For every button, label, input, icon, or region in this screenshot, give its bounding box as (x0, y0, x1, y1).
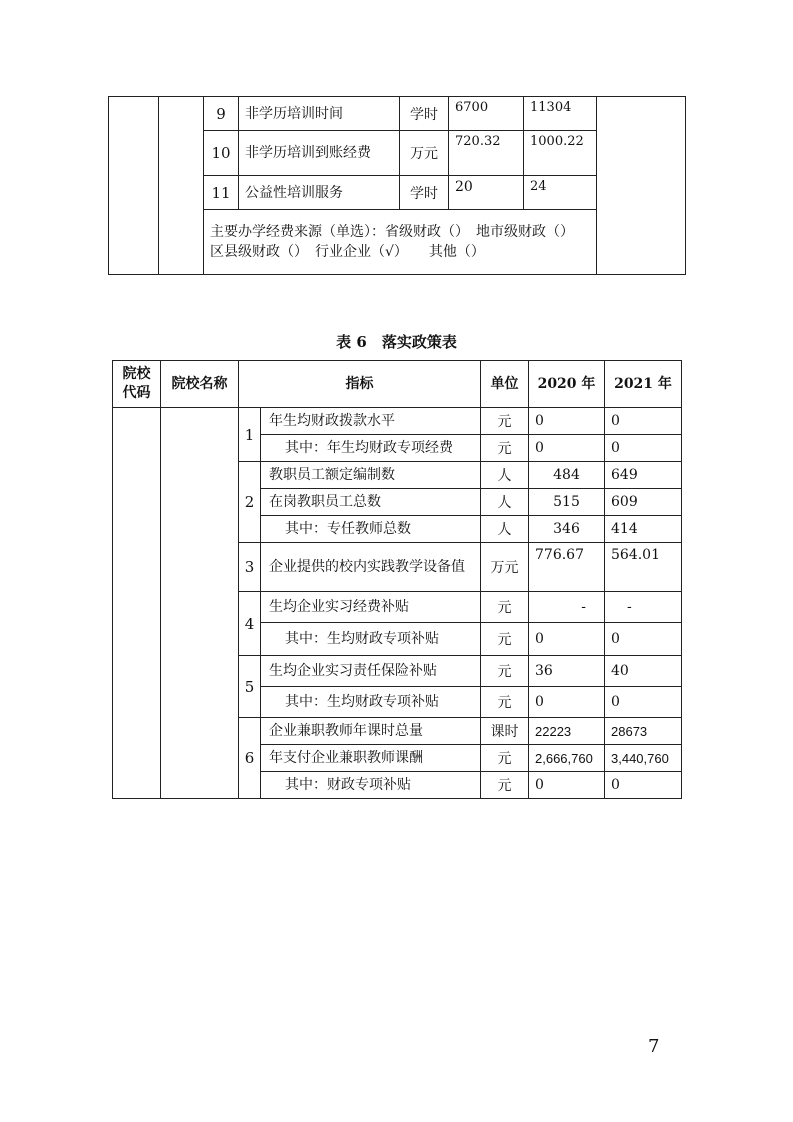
value-2021: 0 (605, 408, 682, 435)
value-2021: 11304 (524, 97, 597, 131)
unit-cell: 人 (481, 516, 529, 543)
value-2020: 20 (449, 176, 524, 210)
unit-cell: 万元 (400, 131, 449, 176)
school-name-cell (161, 408, 239, 799)
unit-cell: 元 (481, 772, 529, 799)
value-2021: 649 (605, 462, 682, 489)
header-indicator: 指标 (239, 361, 481, 408)
row-number: 10 (204, 131, 239, 176)
value-2021: 0 (605, 772, 682, 799)
header-row (113, 361, 682, 408)
group-number: 6 (239, 718, 261, 799)
indicator-cell: 非学历培训时间 (239, 97, 400, 131)
group-number: 4 (239, 592, 261, 656)
unit-cell: 元 (481, 435, 529, 462)
value-2020: 22223 (529, 718, 605, 745)
value-2020: 776.67 (529, 543, 605, 592)
indicator-cell: 其中：生均财政专项补贴 (261, 687, 481, 718)
value-2020: 2,666,760 (529, 745, 605, 772)
group-number: 5 (239, 656, 261, 718)
header-unit: 单位 (481, 361, 529, 408)
row-number: 9 (204, 97, 239, 131)
indicator-cell: 其中：财政专项补贴 (261, 772, 481, 799)
value-2020: 720.32 (449, 131, 524, 176)
value-2020: 484 (529, 462, 605, 489)
unit-cell: 元 (481, 592, 529, 623)
value-2021: 564.01 (605, 543, 682, 592)
indicator-cell: 教职员工额定编制数 (261, 462, 481, 489)
group-number: 1 (239, 408, 261, 462)
value-2021: - (605, 592, 682, 623)
continued-table (108, 96, 686, 275)
table-caption: 表 6 落实政策表 (336, 333, 457, 351)
blank-cell (109, 97, 159, 275)
unit-cell: 元 (481, 408, 529, 435)
blank-cell (597, 97, 686, 275)
table-row (109, 97, 686, 131)
value-2021: 609 (605, 489, 682, 516)
indicator-cell: 在岗教职员工总数 (261, 489, 481, 516)
unit-cell: 万元 (481, 543, 529, 592)
value-2020: 515 (529, 489, 605, 516)
value-2021: 28673 (605, 718, 682, 745)
value-2021: 414 (605, 516, 682, 543)
value-2021: 24 (524, 176, 597, 210)
value-2020: 0 (529, 687, 605, 718)
value-2021: 1000.22 (524, 131, 597, 176)
unit-cell: 学时 (400, 97, 449, 131)
unit-cell: 元 (481, 623, 529, 656)
group-number: 2 (239, 462, 261, 543)
unit-cell: 学时 (400, 176, 449, 210)
group-number: 3 (239, 543, 261, 592)
indicator-cell: 非学历培训到账经费 (239, 131, 400, 176)
indicator-cell: 年支付企业兼职教师课酬 (261, 745, 481, 772)
value-2020: - (529, 592, 605, 623)
value-2021: 0 (605, 687, 682, 718)
page-number: 7 (648, 1036, 660, 1057)
header-school-name: 院校名称 (161, 361, 239, 408)
indicator-cell: 年生均财政拨款水平 (261, 408, 481, 435)
funding-source-note: 主要办学经费来源（单选）：省级财政（） 地市级财政（） 区县级财政（） 行业企业（√） 其他（） (204, 210, 597, 275)
unit-cell: 元 (481, 687, 529, 718)
value-2020: 0 (529, 623, 605, 656)
indicator-cell: 生均企业实习责任保险补贴 (261, 656, 481, 687)
indicator-cell: 企业兼职教师年课时总量 (261, 718, 481, 745)
unit-cell: 元 (481, 656, 529, 687)
unit-cell: 元 (481, 745, 529, 772)
value-2020: 0 (529, 408, 605, 435)
header-school-code: 院校代码 (113, 361, 161, 408)
value-2020: 36 (529, 656, 605, 687)
policy-implementation-table (112, 360, 682, 799)
unit-cell: 人 (481, 462, 529, 489)
value-2020: 6700 (449, 97, 524, 131)
value-2021: 0 (605, 623, 682, 656)
header-2021: 2021 年 (605, 361, 682, 408)
unit-cell: 课时 (481, 718, 529, 745)
indicator-cell: 生均企业实习经费补贴 (261, 592, 481, 623)
value-2020: 346 (529, 516, 605, 543)
indicator-cell: 企业提供的校内实践教学设备值 (261, 543, 481, 592)
school-code-cell (113, 408, 161, 799)
table-row (113, 408, 682, 435)
unit-cell: 人 (481, 489, 529, 516)
indicator-cell: 其中：年生均财政专项经费 (261, 435, 481, 462)
blank-cell (159, 97, 204, 275)
value-2021: 3,440,760 (605, 745, 682, 772)
value-2021: 0 (605, 435, 682, 462)
value-2021: 40 (605, 656, 682, 687)
value-2020: 0 (529, 772, 605, 799)
header-2020: 2020 年 (529, 361, 605, 408)
indicator-cell: 公益性培训服务 (239, 176, 400, 210)
indicator-cell: 其中：生均财政专项补贴 (261, 623, 481, 656)
row-number: 11 (204, 176, 239, 210)
value-2020: 0 (529, 435, 605, 462)
indicator-cell: 其中：专任教师总数 (261, 516, 481, 543)
